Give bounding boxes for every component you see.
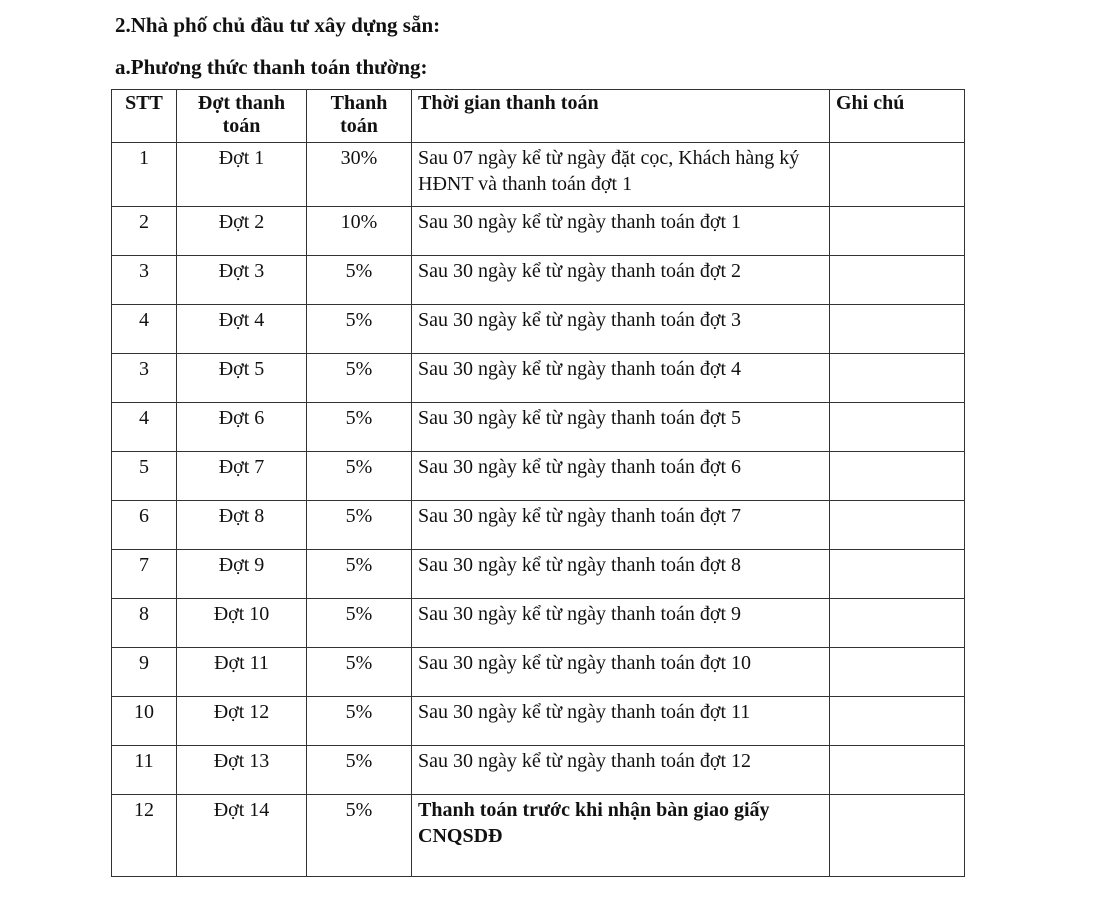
table-row (112, 403, 965, 452)
header-payment-phase (177, 90, 307, 143)
cell-stt: 4 (112, 403, 177, 452)
cell-stt: 3 (112, 256, 177, 305)
cell-time: Sau 30 ngày kể từ ngày thanh toán đợt 11 (412, 697, 830, 746)
cell-time: Sau 30 ngày kể từ ngày thanh toán đợt 5 (412, 403, 830, 452)
table-row (112, 256, 965, 305)
cell-time: Thanh toán trước khi nhận bàn giao giấy CNQSDĐ (412, 795, 830, 877)
subsection-title: a.Phương thức thanh toán thường: (115, 55, 428, 79)
cell-time: Sau 30 ngày kể từ ngày thanh toán đợt 8 (412, 550, 830, 599)
cell-phase: Đợt 14 (177, 795, 307, 877)
table-row (112, 501, 965, 550)
cell-note (830, 305, 965, 354)
cell-stt: 4 (112, 305, 177, 354)
cell-note (830, 207, 965, 256)
cell-percent: 5% (307, 746, 412, 795)
cell-phase: Đợt 7 (177, 452, 307, 501)
cell-phase: Đợt 10 (177, 599, 307, 648)
cell-percent: 5% (307, 452, 412, 501)
cell-time: Sau 30 ngày kể từ ngày thanh toán đợt 9 (412, 599, 830, 648)
header-payment-percent-line2: toán (340, 115, 378, 137)
table-row (112, 305, 965, 354)
cell-note (830, 501, 965, 550)
cell-phase: Đợt 12 (177, 697, 307, 746)
cell-percent: 5% (307, 305, 412, 354)
table-row (112, 550, 965, 599)
cell-phase: Đợt 11 (177, 648, 307, 697)
cell-stt: 8 (112, 599, 177, 648)
cell-stt: 6 (112, 501, 177, 550)
cell-phase: Đợt 9 (177, 550, 307, 599)
cell-time: Sau 30 ngày kể từ ngày thanh toán đợt 10 (412, 648, 830, 697)
table-row (112, 143, 965, 207)
cell-note (830, 354, 965, 403)
cell-time: Sau 30 ngày kể từ ngày thanh toán đợt 2 (412, 256, 830, 305)
cell-stt: 7 (112, 550, 177, 599)
header-payment-phase-line1: Đợt thanh (197, 92, 286, 114)
cell-phase: Đợt 6 (177, 403, 307, 452)
cell-note (830, 452, 965, 501)
cell-note (830, 599, 965, 648)
cell-time: Sau 30 ngày kể từ ngày thanh toán đợt 7 (412, 501, 830, 550)
cell-phase: Đợt 2 (177, 207, 307, 256)
cell-time: Sau 30 ngày kể từ ngày thanh toán đợt 1 (412, 207, 830, 256)
table-row (112, 795, 965, 877)
cell-note (830, 746, 965, 795)
table-row (112, 746, 965, 795)
header-payment-phase-line2: toán (222, 115, 261, 137)
cell-percent: 5% (307, 501, 412, 550)
cell-phase: Đợt 13 (177, 746, 307, 795)
cell-percent: 5% (307, 256, 412, 305)
header-payment-time: Thời gian thanh toán (412, 90, 830, 143)
table-row (112, 452, 965, 501)
cell-note (830, 697, 965, 746)
cell-note (830, 403, 965, 452)
cell-percent: 30% (307, 143, 412, 207)
cell-stt: 12 (112, 795, 177, 877)
cell-phase: Đợt 5 (177, 354, 307, 403)
cell-time: Sau 30 ngày kể từ ngày thanh toán đợt 3 (412, 305, 830, 354)
header-payment-percent-line1: Thanh (330, 92, 388, 114)
cell-percent: 5% (307, 648, 412, 697)
cell-time: Sau 30 ngày kể từ ngày thanh toán đợt 6 (412, 452, 830, 501)
section-title: 2.Nhà phố chủ đầu tư xây dựng sẵn: (115, 13, 441, 37)
header-payment-percent (307, 90, 412, 143)
table-row (112, 697, 965, 746)
cell-stt: 9 (112, 648, 177, 697)
cell-note (830, 648, 965, 697)
cell-note (830, 256, 965, 305)
payment-schedule-table (111, 89, 965, 877)
cell-percent: 10% (307, 207, 412, 256)
cell-stt: 10 (112, 697, 177, 746)
cell-note (830, 550, 965, 599)
cell-stt: 11 (112, 746, 177, 795)
cell-percent: 5% (307, 599, 412, 648)
header-note: Ghi chú (830, 90, 965, 143)
cell-note (830, 143, 965, 207)
cell-phase: Đợt 4 (177, 305, 307, 354)
cell-phase: Đợt 8 (177, 501, 307, 550)
cell-percent: 5% (307, 795, 412, 877)
cell-stt: 3 (112, 354, 177, 403)
cell-stt: 1 (112, 143, 177, 207)
cell-percent: 5% (307, 403, 412, 452)
table-row (112, 354, 965, 403)
cell-time: Sau 07 ngày kể từ ngày đặt cọc, Khách hàng ký HĐNT và thanh toán đợt 1 (412, 143, 830, 207)
cell-stt: 2 (112, 207, 177, 256)
cell-percent: 5% (307, 697, 412, 746)
header-stt: STT (112, 90, 177, 143)
cell-time: Sau 30 ngày kể từ ngày thanh toán đợt 12 (412, 746, 830, 795)
cell-percent: 5% (307, 354, 412, 403)
cell-phase: Đợt 3 (177, 256, 307, 305)
cell-note (830, 795, 965, 877)
table-header-row (112, 90, 965, 143)
cell-stt: 5 (112, 452, 177, 501)
table-row (112, 599, 965, 648)
cell-time: Sau 30 ngày kể từ ngày thanh toán đợt 4 (412, 354, 830, 403)
table-row (112, 648, 965, 697)
table-row (112, 207, 965, 256)
cell-phase: Đợt 1 (177, 143, 307, 207)
cell-percent: 5% (307, 550, 412, 599)
